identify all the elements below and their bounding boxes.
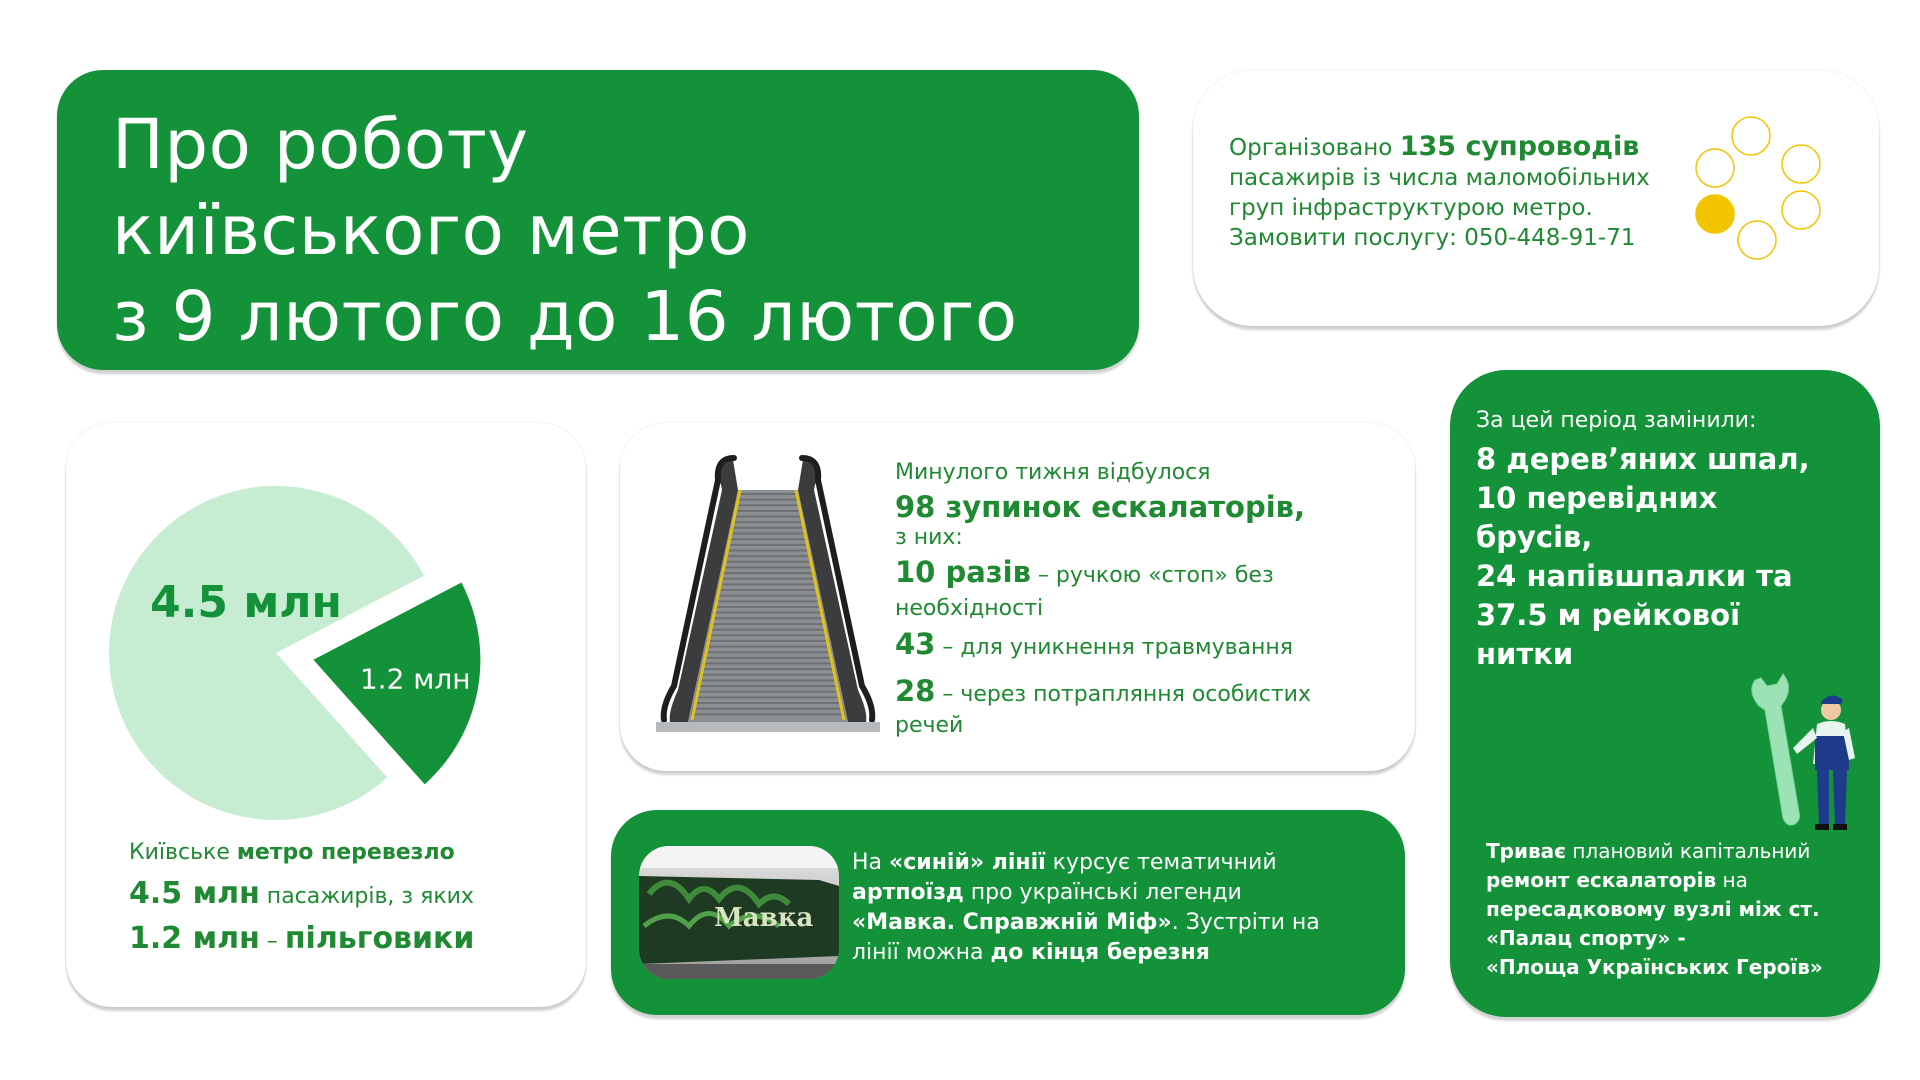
- benefit-dash: –: [259, 929, 285, 954]
- ridership-pie-chart: [106, 463, 546, 843]
- pie-label-total: 4.5 млн: [150, 577, 342, 628]
- repair-b5: «Площа Українських Героїв»: [1486, 955, 1823, 979]
- train-l2a: артпоїзд: [852, 880, 964, 905]
- repair-b1: [1486, 837, 1823, 866]
- repair-heading: За цей період замінили:: [1476, 408, 1757, 433]
- repair-b2a: ремонт ескалаторів: [1486, 868, 1717, 892]
- train-logo: Мавка: [714, 903, 814, 933]
- repair-b1a: Триває: [1486, 839, 1566, 863]
- caption-line-1: [129, 833, 474, 873]
- escort-phone: Замовити послугу: 050-448-91-71: [1229, 225, 1636, 251]
- train-line-1: [852, 848, 1320, 878]
- esc-row-3: [895, 672, 1311, 714]
- esc-intro: Минулого тижня відбулося: [895, 460, 1211, 485]
- train-line-2: [852, 878, 1320, 908]
- circles-icon: [1693, 114, 1843, 274]
- repair-item: нитки: [1476, 637, 1574, 671]
- repair-b2b: на: [1716, 868, 1748, 892]
- caption-prefix: Київське: [129, 840, 237, 865]
- total-passengers: 4.5 млн: [129, 876, 260, 911]
- repair-item: 37.5 м рейкової: [1476, 598, 1741, 632]
- benefit-passengers: 1.2 млн: [129, 921, 260, 956]
- train-text: [852, 848, 1320, 968]
- train-l1c: курсує тематичний: [1045, 850, 1277, 875]
- esc-r1-text: – ручкою «стоп» без: [1030, 563, 1274, 588]
- escort-prefix: Організовано: [1229, 135, 1400, 161]
- esc-r3-text2: речей: [895, 713, 964, 738]
- esc-r3-num: 28: [895, 674, 936, 708]
- repair-b2: [1486, 866, 1823, 895]
- train-l2b: про українські легенди: [963, 880, 1242, 905]
- repair-item: 24 напівшпалки та: [1476, 559, 1793, 593]
- esc-r2-text: – для уникнення травмування: [935, 635, 1294, 660]
- escort-line-2: пасажирів із числа маломобільних: [1229, 165, 1650, 191]
- esc-r1-text2: необхідності: [895, 596, 1044, 621]
- esc-r3-text: – через потрапляння особистих: [935, 682, 1311, 707]
- ridership-card: [66, 423, 586, 1007]
- escalator-icon: [648, 450, 888, 740]
- repair-b1b: плановий капітальний: [1565, 839, 1811, 863]
- escort-line-3: груп інфраструктурою метро.: [1229, 195, 1593, 221]
- repair-item: брусів,: [1476, 520, 1593, 554]
- repair-item: 8 дерев’яних шпал,: [1476, 442, 1810, 476]
- page-title: [112, 102, 1018, 360]
- repair-card: [1450, 370, 1880, 1017]
- caption-line-3: [129, 918, 474, 963]
- worker-icon: [1745, 666, 1865, 836]
- escort-card: [1193, 70, 1879, 326]
- caption-bold: метро перевезло: [236, 840, 455, 865]
- train-l3a: «Мавка. Справжній Міф»: [852, 910, 1172, 935]
- esc-row-1: [895, 550, 1311, 598]
- train-l4a: лінії можна: [852, 940, 991, 965]
- caption-line-2: [129, 873, 474, 918]
- escort-line-1: [1229, 132, 1650, 163]
- train-l4b: до кінця березня: [990, 940, 1210, 965]
- esc-r1-num: 10 разів: [895, 555, 1031, 589]
- title-card: [57, 70, 1139, 370]
- escalator-card: [620, 423, 1415, 771]
- title-line-2: київського метро: [112, 191, 750, 271]
- train-l1b: «синій» лінії: [889, 850, 1046, 875]
- train-line-3: [852, 908, 1320, 938]
- repair-list: [1476, 440, 1810, 674]
- title-line-1: Про роботу: [112, 105, 529, 185]
- escort-text: [1229, 132, 1650, 253]
- ridership-caption: [129, 833, 474, 963]
- repair-b3: пересадковому вузлі між ст.: [1486, 897, 1820, 921]
- esc-sub: з них:: [895, 525, 963, 550]
- pie-label-benefit: 1.2 млн: [359, 662, 471, 696]
- escort-count: 135 супроводів: [1399, 131, 1640, 162]
- repair-bottom-text: [1486, 837, 1823, 982]
- total-suffix: пасажирів, з яких: [259, 884, 474, 909]
- escalator-text: [895, 458, 1311, 738]
- esc-headline: 98 зупинок ескалаторів,: [895, 490, 1306, 524]
- train-l3b: . Зустріти на: [1171, 910, 1320, 935]
- train-l1a: На: [852, 850, 890, 875]
- benefit-label: пільговики: [284, 921, 475, 956]
- repair-item: 10 перевідних: [1476, 481, 1718, 515]
- esc-r2-num: 43: [895, 627, 936, 661]
- train-card: [611, 810, 1405, 1015]
- train-line-4: [852, 938, 1320, 968]
- title-line-3: з 9 лютого до 16 лютого: [112, 277, 1018, 357]
- esc-row-2: [895, 620, 1311, 672]
- repair-b4: «Палац спорту» -: [1486, 926, 1686, 950]
- train-photo: [639, 846, 839, 979]
